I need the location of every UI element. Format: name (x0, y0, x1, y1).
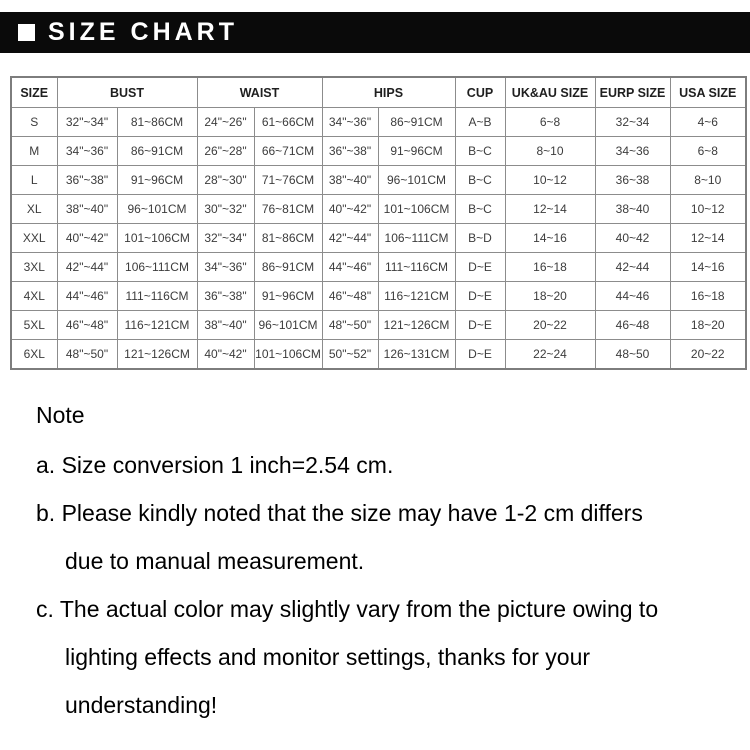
cell-waist_in: 40"~42" (197, 340, 254, 370)
cell-eurp: 42~44 (595, 253, 670, 282)
cell-uk_au: 14~16 (505, 224, 595, 253)
cell-waist_cm: 66~71CM (254, 137, 322, 166)
cell-usa: 14~16 (670, 253, 746, 282)
cell-cup: B~D (455, 224, 505, 253)
table-row (11, 311, 746, 340)
table-row (11, 137, 746, 166)
cell-size: XL (11, 195, 57, 224)
table-header-row (11, 77, 746, 108)
cell-bust_in: 40"~42" (57, 224, 117, 253)
table-row (11, 253, 746, 282)
cell-cup: A~B (455, 108, 505, 137)
cell-usa: 16~18 (670, 282, 746, 311)
table-row (11, 282, 746, 311)
cell-hips_in: 42"~44" (322, 224, 378, 253)
cell-eurp: 48~50 (595, 340, 670, 370)
cell-size: 6XL (11, 340, 57, 370)
cell-hips_in: 48"~50" (322, 311, 378, 340)
cell-uk_au: 16~18 (505, 253, 595, 282)
cell-eurp: 38~40 (595, 195, 670, 224)
cell-bust_in: 34"~36" (57, 137, 117, 166)
cell-uk_au: 8~10 (505, 137, 595, 166)
cell-size: S (11, 108, 57, 137)
cell-waist_cm: 101~106CM (254, 340, 322, 370)
cell-waist_in: 30"~32" (197, 195, 254, 224)
cell-size: L (11, 166, 57, 195)
cell-waist_cm: 76~81CM (254, 195, 322, 224)
cell-hips_cm: 126~131CM (378, 340, 455, 370)
cell-eurp: 40~42 (595, 224, 670, 253)
table-row (11, 166, 746, 195)
cell-bust_cm: 116~121CM (117, 311, 197, 340)
cell-size: M (11, 137, 57, 166)
cell-waist_cm: 61~66CM (254, 108, 322, 137)
cell-usa: 20~22 (670, 340, 746, 370)
cell-size: XXL (11, 224, 57, 253)
cell-waist_in: 28"~30" (197, 166, 254, 195)
cell-bust_cm: 106~111CM (117, 253, 197, 282)
cell-bust_in: 36"~38" (57, 166, 117, 195)
cell-hips_in: 34"~36" (322, 108, 378, 137)
square-bullet-icon (18, 24, 35, 41)
cell-waist_in: 36"~38" (197, 282, 254, 311)
note-section (36, 402, 736, 717)
cell-usa: 12~14 (670, 224, 746, 253)
cell-hips_cm: 121~126CM (378, 311, 455, 340)
cell-eurp: 46~48 (595, 311, 670, 340)
cell-cup: B~C (455, 166, 505, 195)
cell-hips_in: 36"~38" (322, 137, 378, 166)
col-header-usa: USA SIZE (670, 77, 746, 108)
cell-uk_au: 22~24 (505, 340, 595, 370)
cell-hips_cm: 106~111CM (378, 224, 455, 253)
col-header-waist: WAIST (197, 77, 322, 108)
cell-eurp: 34~36 (595, 137, 670, 166)
cell-waist_cm: 81~86CM (254, 224, 322, 253)
cell-bust_in: 44"~46" (57, 282, 117, 311)
cell-usa: 10~12 (670, 195, 746, 224)
cell-uk_au: 10~12 (505, 166, 595, 195)
cell-waist_in: 32"~34" (197, 224, 254, 253)
note-line: understanding! (65, 692, 218, 718)
cell-hips_in: 50"~52" (322, 340, 378, 370)
col-header-eurp: EURP SIZE (595, 77, 670, 108)
note-line: a. Size conversion 1 inch=2.54 cm. (36, 452, 394, 478)
cell-waist_in: 38"~40" (197, 311, 254, 340)
note-line: lighting effects and monitor settings, thanks for your (65, 644, 591, 670)
note-line: b. Please kindly noted that the size may have 1-2 cm differs (36, 500, 643, 526)
cell-bust_cm: 96~101CM (117, 195, 197, 224)
cell-hips_cm: 111~116CM (378, 253, 455, 282)
cell-hips_cm: 116~121CM (378, 282, 455, 311)
cell-hips_in: 44"~46" (322, 253, 378, 282)
cell-usa: 18~20 (670, 311, 746, 340)
table-row (11, 340, 746, 370)
col-header-ukau: UK&AU SIZE (505, 77, 595, 108)
col-header-cup: CUP (455, 77, 505, 108)
cell-waist_cm: 91~96CM (254, 282, 322, 311)
cell-uk_au: 12~14 (505, 195, 595, 224)
cell-waist_cm: 71~76CM (254, 166, 322, 195)
cell-cup: D~E (455, 282, 505, 311)
col-header-bust: BUST (57, 77, 197, 108)
cell-hips_cm: 101~106CM (378, 195, 455, 224)
cell-waist_in: 24"~26" (197, 108, 254, 137)
title-banner (0, 12, 750, 53)
cell-bust_cm: 81~86CM (117, 108, 197, 137)
cell-bust_cm: 101~106CM (117, 224, 197, 253)
table-row (11, 195, 746, 224)
cell-bust_in: 42"~44" (57, 253, 117, 282)
cell-bust_cm: 86~91CM (117, 137, 197, 166)
note-title: Note (36, 402, 85, 428)
cell-usa: 4~6 (670, 108, 746, 137)
note-line: c. The actual color may slightly vary from the picture owing to (36, 596, 659, 622)
table-row (11, 224, 746, 253)
cell-size: 4XL (11, 282, 57, 311)
cell-cup: D~E (455, 311, 505, 340)
cell-usa: 6~8 (670, 137, 746, 166)
cell-waist_in: 34"~36" (197, 253, 254, 282)
cell-hips_in: 38"~40" (322, 166, 378, 195)
cell-eurp: 44~46 (595, 282, 670, 311)
cell-hips_cm: 96~101CM (378, 166, 455, 195)
cell-size: 3XL (11, 253, 57, 282)
cell-bust_cm: 91~96CM (117, 166, 197, 195)
cell-cup: D~E (455, 340, 505, 370)
cell-bust_in: 32"~34" (57, 108, 117, 137)
cell-waist_cm: 96~101CM (254, 311, 322, 340)
size-chart-table (10, 76, 747, 370)
cell-bust_in: 48"~50" (57, 340, 117, 370)
cell-bust_in: 38"~40" (57, 195, 117, 224)
cell-cup: B~C (455, 137, 505, 166)
table-row (11, 108, 746, 137)
size-table-body (11, 108, 746, 370)
note-lines (36, 454, 736, 717)
cell-uk_au: 6~8 (505, 108, 595, 137)
cell-bust_cm: 121~126CM (117, 340, 197, 370)
cell-cup: D~E (455, 253, 505, 282)
cell-uk_au: 18~20 (505, 282, 595, 311)
cell-waist_cm: 86~91CM (254, 253, 322, 282)
cell-bust_cm: 111~116CM (117, 282, 197, 311)
cell-hips_in: 46"~48" (322, 282, 378, 311)
cell-usa: 8~10 (670, 166, 746, 195)
cell-hips_in: 40"~42" (322, 195, 378, 224)
cell-eurp: 32~34 (595, 108, 670, 137)
cell-size: 5XL (11, 311, 57, 340)
note-line: due to manual measurement. (65, 548, 365, 574)
col-header-size: SIZE (11, 77, 57, 108)
cell-eurp: 36~38 (595, 166, 670, 195)
cell-bust_in: 46"~48" (57, 311, 117, 340)
cell-waist_in: 26"~28" (197, 137, 254, 166)
cell-hips_cm: 91~96CM (378, 137, 455, 166)
page-title: SIZE CHART (48, 18, 238, 46)
cell-uk_au: 20~22 (505, 311, 595, 340)
cell-hips_cm: 86~91CM (378, 108, 455, 137)
cell-cup: B~C (455, 195, 505, 224)
col-header-hips: HIPS (322, 77, 455, 108)
